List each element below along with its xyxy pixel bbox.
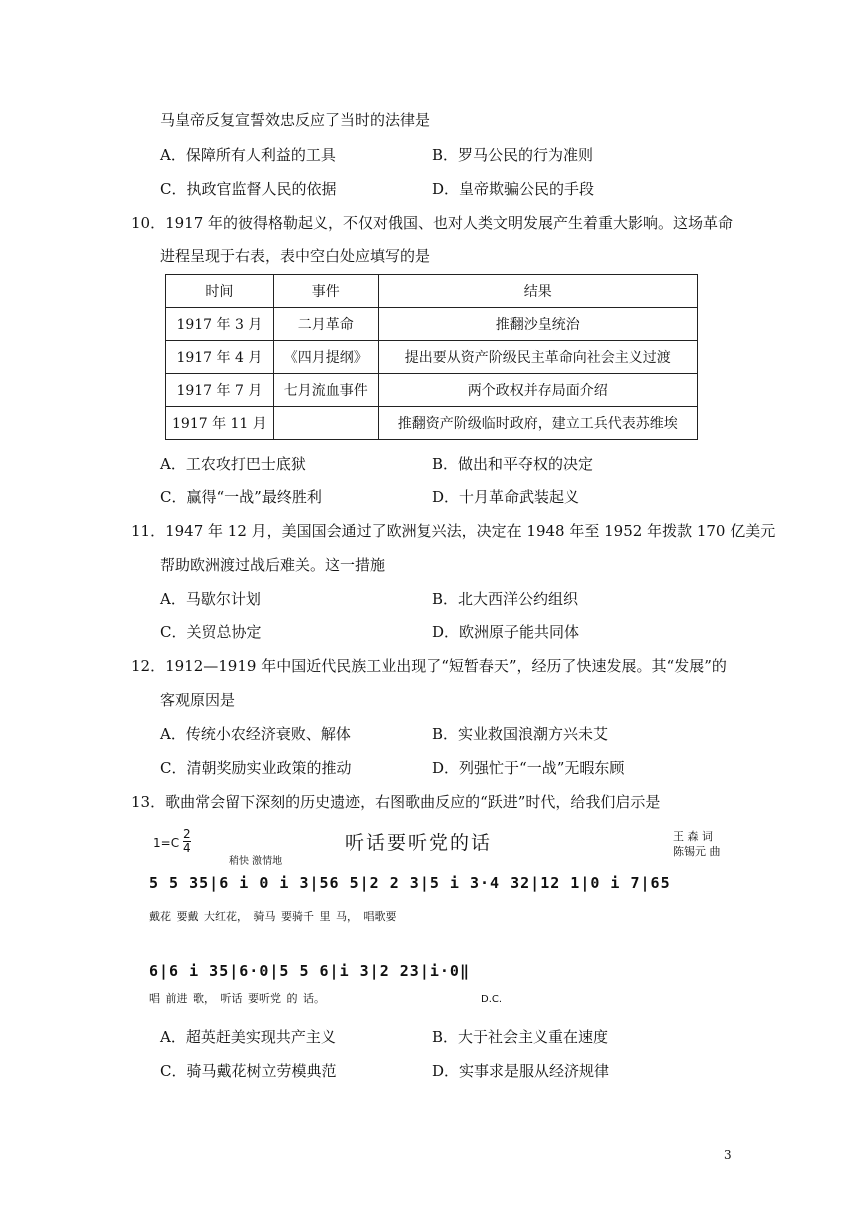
song-sheet-music (145, 822, 735, 1012)
da-capo-marking: D.C. (481, 994, 503, 1005)
cell-event: 二月革命 (273, 308, 378, 341)
lyrics-line-1: 戴花 要戴 大红花， 骑马 要骑千 里 马， 唱歌要 (149, 910, 397, 923)
q12-option-b: B．实业救国浪潮方兴未艾 (432, 725, 609, 743)
key-signature: 1=C (153, 836, 180, 850)
q9-option-c: C．执政官监督人民的依据 (160, 180, 337, 198)
cell-time: 1917 年 3 月 (166, 308, 274, 341)
composer-credit: 陈锡元 曲 (673, 845, 721, 858)
q12-option-d: D．列强忙于“一战”无暇东顾 (432, 759, 625, 777)
cell-time: 1917 年 7 月 (166, 374, 274, 407)
notation-line-2: 6|6 i 35|6·0|5 5 6|i 3|2 23|i·0‖ (149, 962, 470, 980)
meter-bottom: 4 (183, 841, 191, 855)
q13-option-a: A．超英赶美实现共产主义 (160, 1028, 336, 1046)
q12-stem-line2: 客观原因是 (160, 691, 236, 709)
q13-stem: 13．歌曲常会留下深刻的历史遗迹，右图歌曲反应的“跃进”时代，给我们启示是 (131, 793, 661, 811)
q11-stem-line2: 帮助欧洲渡过战后难关。这一措施 (160, 556, 386, 574)
cell-event: 《四月提纲》 (273, 341, 378, 374)
table-row (166, 374, 698, 407)
time-signature (183, 828, 191, 855)
cell-result: 推翻沙皇统治 (378, 308, 697, 341)
q11-stem-line1: 11．1947 年 12 月，美国国会通过了欧洲复兴法，决定在 1948 年至 1952 年拨款 170 亿美元 (131, 522, 776, 540)
page-number: 3 (724, 1148, 732, 1162)
cell-time: 1917 年 4 月 (166, 341, 274, 374)
q9-option-b: B．罗马公民的行为准则 (432, 146, 594, 164)
q13-option-b: B．大于社会主义重在速度 (432, 1028, 609, 1046)
q11-option-b: B．北大西洋公约组织 (432, 590, 579, 608)
lyrics-line-2: 唱 前进 歌， 听话 要听党 的 话。 (149, 992, 325, 1005)
q9-option-a: A．保障所有人利益的工具 (160, 146, 336, 164)
q9-stem-tail: 马皇帝反复宣誓效忠反应了当时的法律是 (160, 111, 431, 129)
table-row (166, 341, 698, 374)
header-result: 结果 (378, 275, 697, 308)
cell-result: 两个政权并存局面介绍 (378, 374, 697, 407)
q11-option-d: D．欧洲原子能共同体 (432, 623, 580, 641)
q10-stem-line1: 10．1917 年的彼得格勒起义，不仅对俄国、也对人类文明发展产生着重大影响。这场革命 (131, 214, 734, 232)
table-row (166, 308, 698, 341)
q11-option-a: A．马歇尔计划 (160, 590, 261, 608)
revolution-table (165, 274, 698, 440)
cell-event: 七月流血事件 (273, 374, 378, 407)
q10-stem-line2: 进程呈现于右表，表中空白处应填写的是 (160, 247, 431, 265)
cell-event-blank (273, 407, 378, 440)
header-event: 事件 (273, 275, 378, 308)
q11-option-c: C．关贸总协定 (160, 623, 262, 641)
header-time: 时间 (166, 275, 274, 308)
table-header-row (166, 275, 698, 308)
cell-result: 推翻资产阶级临时政府，建立工兵代表苏维埃 (378, 407, 697, 440)
q10-option-a: A．工农攻打巴士底狱 (160, 455, 306, 473)
song-title: 听话要听党的话 (345, 832, 493, 854)
q12-option-c: C．清朝奖励实业政策的推动 (160, 759, 352, 777)
table-row (166, 407, 698, 440)
notation-line-1: 5 5 35|6 i 0 i 3|56 5|2 2 3|5 i 3·4 32|12 1|0 i 7|65 (149, 874, 671, 892)
q12-option-a: A．传统小农经济衰败、解体 (160, 725, 351, 743)
tempo-marking: 稍快 激情地 (229, 856, 283, 867)
cell-time: 1917 年 11 月 (166, 407, 274, 440)
cell-result: 提出要从资产阶级民主革命向社会主义过渡 (378, 341, 697, 374)
q10-option-b: B．做出和平夺权的决定 (432, 455, 594, 473)
q12-stem-line1: 12．1912—1919 年中国近代民族工业出现了“短暂春天”，经历了快速发展。其“发展”的 (131, 657, 727, 675)
q13-option-c: C．骑马戴花树立劳模典范 (160, 1062, 337, 1080)
q10-option-c: C．赢得“一战”最终胜利 (160, 488, 322, 506)
q13-option-d: D．实事求是服从经济规律 (432, 1062, 610, 1080)
lyricist-credit: 王 森 词 (673, 830, 713, 843)
q9-option-d: D．皇帝欺骗公民的手段 (432, 180, 595, 198)
meter-top: 2 (183, 827, 191, 841)
q10-option-d: D．十月革命武装起义 (432, 488, 580, 506)
